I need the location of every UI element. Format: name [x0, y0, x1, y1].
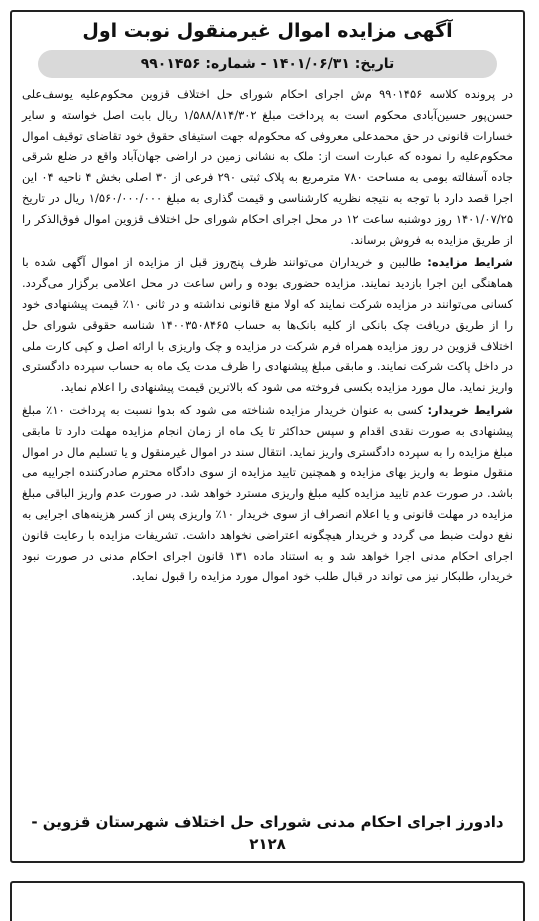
buyer-conditions-label: شرایط خریدار:: [427, 402, 514, 417]
notice-body: [22, 84, 513, 587]
notice-title: آگهی مزایده اموال غیرمنقول نوبت اول: [82, 20, 453, 42]
buyer-conditions-paragraph: [22, 400, 513, 587]
notice-box: [10, 10, 525, 863]
issuer-signature-line: دادورز اجرای احکام مدنی شورای حل اختلاف شهرستان قزوین - ۲۱۲۸: [31, 813, 504, 853]
auction-conditions-label: شرایط مزایده:: [427, 255, 513, 270]
auction-conditions-text: طالبین و خریداران می‌توانند ظرف پنج‌روز قبل از مزایده از اموال آگهی شده با هماهنگی این اجرا بازدید نمایند. مزایده حضوری بوده و راس ساعت در محل اعلامی برگزار می‌گردد. کسانی می‌توانند در مزایده شرکت نمایند که اولا منع قانونی نداشته و در ثانی ۱۰٪ قیمت پیشنهادی خود را از طریق دریافت چک بانکی از کلیه بانک‌ها به حساب ۱۴۰۰۳۵۰۸۴۶۵ شناسه حقوقی شورای حل اختلاف قزوین در روز مزایده همراه فرم شرکت در مزایده و چک واریزی با ارائه اصل و کپی کارت ملی در داخل پاکت شرکت نمایند. و مابقی مبلغ پیشنهادی را ظرف مدت یک ماه به حساب سپرده دادگستری واریز نماید. مال مورد مزایده بکسی فروخته می شود که بالاترین قیمت پیشنهادی را اعلام نماید.: [22, 255, 513, 395]
next-notice-box-edge: [10, 881, 525, 921]
date-number-bar: [38, 50, 497, 78]
intro-paragraph: در پرونده کلاسه ۹۹۰۱۴۵۶ م‌ش اجرای احکام شورای حل اختلاف قزوین محکوم‌علیه یوسف‌علی حسن‌پور حسین‌آبادی محکوم است به پرداخت مبلغ ۱/۵۸۸/۸۱۴/۳۰۲ ریال بابت اصل خواسته و سایر خسارات قانونی در حق محمدعلی معروفی که محکوم‌له جهت استیفای حقوق خود تقاضای توقیف اموال محکوم‌علیه را نموده که عبارت است از: ملک به نشانی زمین در اراضی جهان‌آباد واقع در ضلع شرقی جاده آسفالته بومی به مساحت ۷۸۰ مترمربع به پلاک ثبتی ۲۹۰ فرعی از ۳۰ اصلی بخش ۴ ناحیه ۰۴ این اجرا قصد دارد با توجه به نتیجه نظریه کارشناسی و قیمت گذاری به مبلغ ۱/۵۶۰/۰۰۰/۰۰۰ ریال در تاریخ ۱۴۰۱/۰۷/۲۵ روز دوشنبه ساعت ۱۲ در محل اجرای احکام شورای حل اختلاف قزوین اموال فوق‌الذکر را از طریق مزایده به فروش برساند.: [22, 87, 514, 247]
date-number-text: تاریخ: ۱۴۰۱/۰۶/۳۱ - شماره: ۹۹۰۱۴۵۶: [140, 56, 395, 72]
auction-conditions-paragraph: [22, 252, 513, 398]
buyer-conditions-text: کسی به عنوان خریدار مزایده شناخته می شود که بدوا نسبت به پرداخت ۱۰٪ مبلغ پیشنهادی به صورت نقدی اقدام و سپس حداکثر تا یک ماه از زمان انجام مزایده مهلت دارد تا مابقی مبلغ مزایده را به سپرده دادگستری واریز نماید. انتقال سند در اموال غیرمنقول و یا تسلیم مال در اموال منقول منوط به واریز بهای مزایده و همچنین تایید مزایده از سوی دادگاه محترم صادرکننده اجراییه می باشد. در صورت عدم تایید مزایده کلیه مبلغ واریزی مسترد خواهد شد. در صورت عدم واریز الباقی مبلغ مزایده در مهلت قانونی و یا اعلام انصراف از سوی خریدار ۱۰٪ واریزی پس از کسر هزینه‌های اجرایی به نفع دولت ضبط می گردد و خریدار هیچگونه اعتراضی نخواهد داشت. تشریفات مزایده با رعایت قانون اجرای احکام مدنی اجرا خواهد شد و به استناد ماده ۱۳۱ قانون اجرای احکام مدنی در صورت نبود خریدار، طلبکار نیز می تواند در قبال طلب خود اموال مورد مزایده را قبول نماید.: [22, 402, 514, 584]
